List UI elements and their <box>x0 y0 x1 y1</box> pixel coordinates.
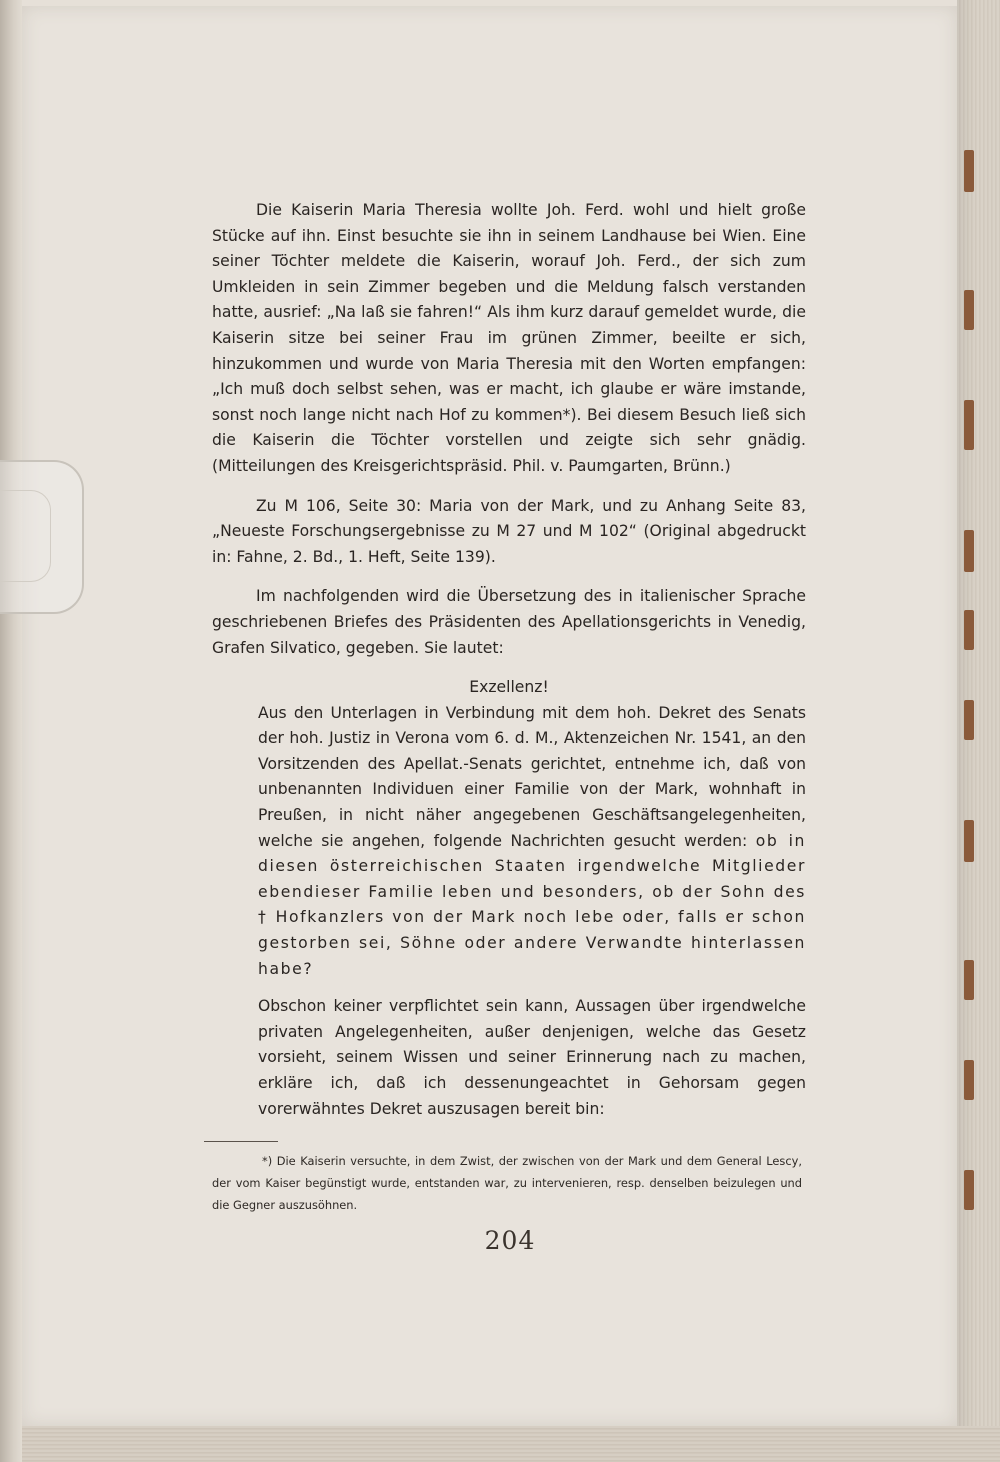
footnote-rule <box>204 1141 278 1142</box>
letter-paragraph-1-text: Aus den Unterlagen in Verbindung mit dem hoh. Dekret des Senats der hoh. Justiz in Verona vom 6. d. M., Aktenzeichen Nr. 1541, an den Vorsitzenden des Apellat.-Senats gerichtet, entnehme ich, daß von unbenannten Individuen einer Familie von der Mark, wohnhaft in Preußen, in nicht näher angegebenen Geschäftsangelegenheiten, welche sie angehen, folgende Nachrichten gesucht werden: <box>258 703 806 850</box>
index-tab-2 <box>964 290 974 330</box>
index-tab-6 <box>964 700 974 740</box>
page-stack-bottom <box>22 1426 1000 1462</box>
letter-paragraph-1 <box>258 701 806 983</box>
paragraph-translation-intro: Im nachfolgenden wird die Übersetzung des in italienischer Sprache geschriebenen Briefes des Präsidenten des Apellationsgerichts in Venedig, Grafen Silvatico, gegeben. Sie lautet: <box>212 587 806 657</box>
footnote: *) Die Kaiserin versuchte, in dem Zwist, der zwischen von der Mark und dem General Lescy, der vom Kaiser begünstigt wurde, entstanden war, zu intervenieren, resp. denselben beizulegen und die Gegner auszusöhnen. <box>212 1154 802 1212</box>
letter-paragraph-2: Obschon keiner verpflichtet sein kann, Aussagen über irgendwelche privaten Angelegenheiten, außer denjenigen, welche das Gesetz vorsieht, seinem Wissen und seiner Erinnerung nach zu machen, erkläre ich, daß ich dessenungeachtet in Gehorsam gegen vorerwähntes Dekret auszusagen bereit bin: <box>258 997 806 1118</box>
left-page-edge <box>0 0 22 1462</box>
index-tab-4 <box>964 530 974 572</box>
index-tab-8 <box>964 960 974 1000</box>
paragraph-reference: Zu M 106, Seite 30: Maria von der Mark, und zu Anhang Seite 83, „Neueste Forschungsergebnisse zu M 27 und M 102“ (Original abgedruckt in: Fahne, 2. Bd., 1. Heft, Seite 139). <box>212 496 806 566</box>
letter-body <box>258 701 806 1123</box>
index-tab-7 <box>964 820 974 862</box>
index-tab-10 <box>964 1170 974 1210</box>
letter-paragraph-1-spaced-text: ob in diesen österreichischen Staaten irgendwelche Mitglieder ebendieser Familie leben und besonders, ob der Sohn des † Hofkanzlers von der Mark noch lebe oder, falls er schon gestorben sei, Söhne oder andere Verwandte hinterlassen habe? <box>258 831 806 978</box>
letter-salutation: Exzellenz! <box>469 678 549 697</box>
index-tab-9 <box>964 1060 974 1100</box>
plastic-page-clip-inner <box>0 490 51 582</box>
index-tab-3 <box>964 400 974 450</box>
index-tab-5 <box>964 610 974 650</box>
page-text <box>212 198 806 1134</box>
index-tab-1 <box>964 150 974 192</box>
paragraph-maria-theresia: Die Kaiserin Maria Theresia wollte Joh. Ferd. wohl und hielt große Stücke auf ihn. Einst besuchte sie ihn in seinem Landhause bei Wien. Eine seiner Töchter meldete die Kaiserin, worauf Joh. Ferd., der sich zum Umkleiden in sein Zimmer begeben und die Meldung falsch verstanden hatte, ausrief: „Na laß sie fahren!“ Als ihm kurz darauf gemeldet wurde, die Kaiserin sitze bei seiner Frau im grünen Zimmer, beeilte er sich, hinzukommen und wurde von Maria Theresia mit den Worten empfangen: „Ich muß doch selbst sehen, was er macht, ich glaube er wäre imstande, sonst noch lange nicht nach Hof zu kommen*). Bei diesem Besuch ließ sich die Kaiserin die Töchter vorstellen und zeigte sich sehr gnädig. (Mitteilungen des Kreisgerichtspräsid. Phil. v. Paumgarten, Brünn.) <box>212 201 806 475</box>
page-number: 204 <box>484 1226 536 1255</box>
